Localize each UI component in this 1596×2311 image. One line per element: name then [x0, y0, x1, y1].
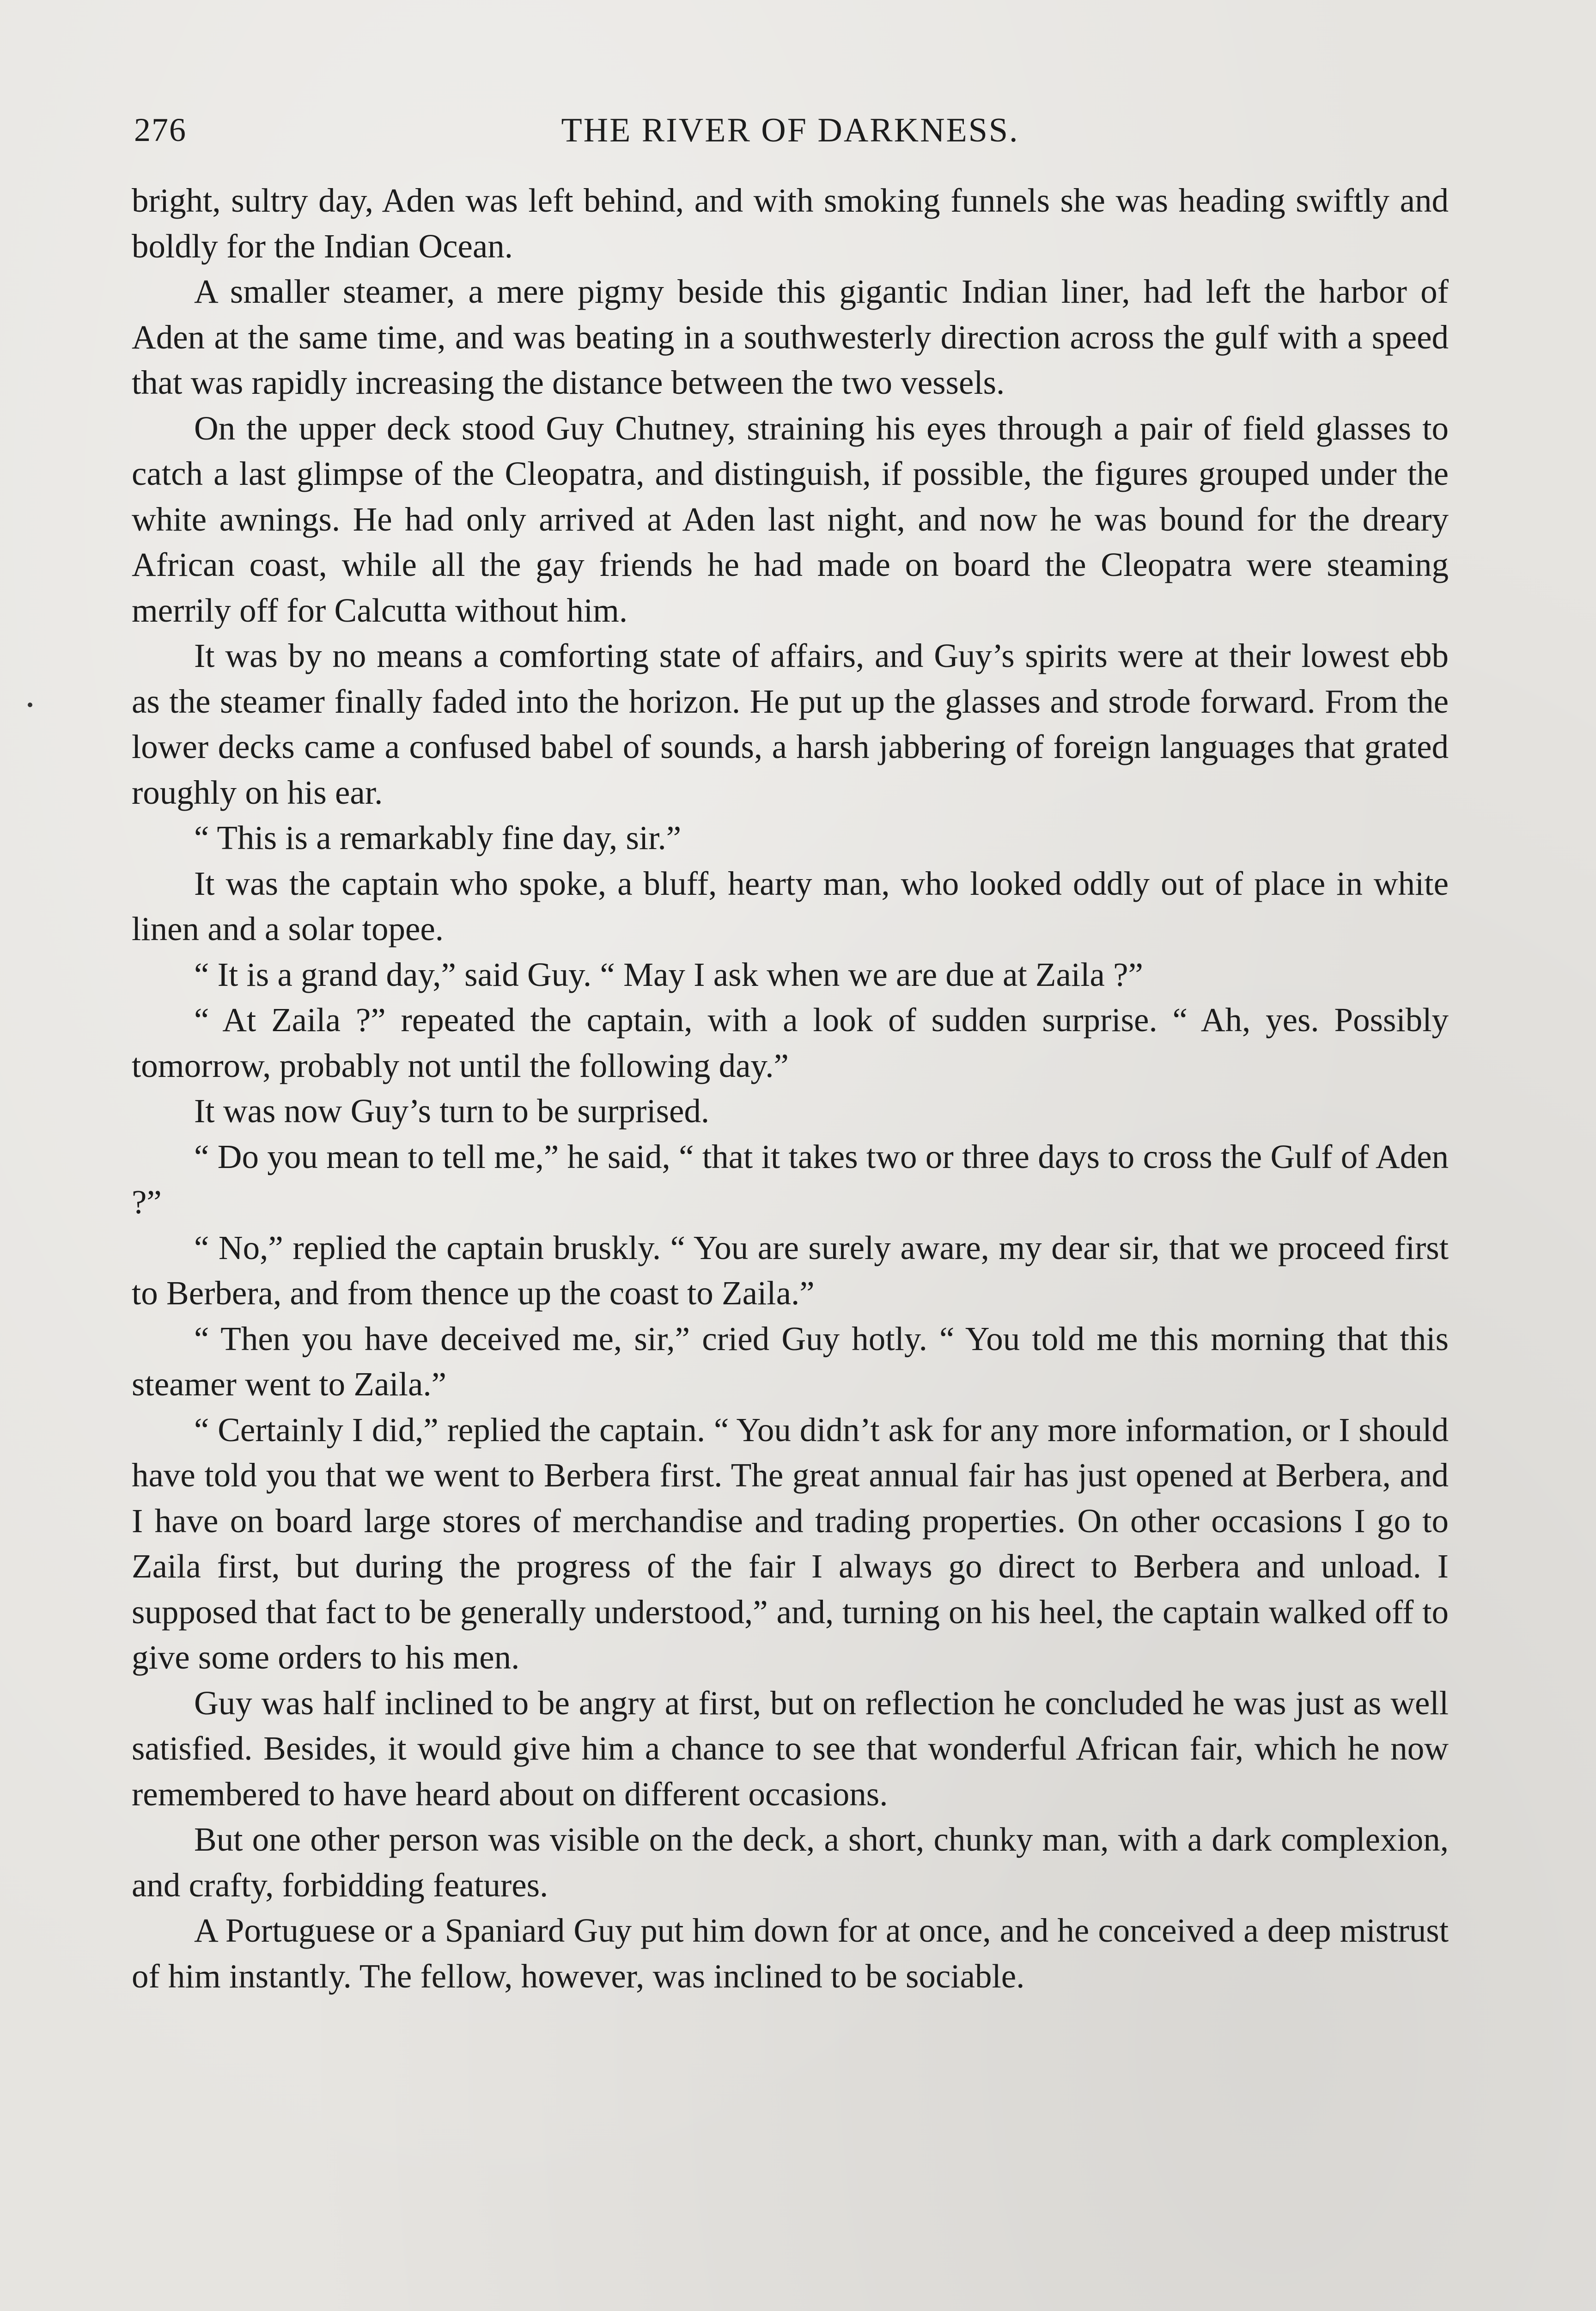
paragraph: A smaller steamer, a mere pigmy beside this gigantic Indian liner, had left the harbor of Aden at the same time, and was beating in a southwesterly direction across the gulf with a speed that was rapidly increasing the distance between the two vessels.: [132, 273, 1449, 401]
paragraph: It was now Guy’s turn to be surprised.: [194, 1092, 710, 1130]
paragraph: “ No,” replied the captain bruskly. “ You are surely aware, my dear sir, that we proceed first to Berbera, and from thence up the coast to Zaila.”: [132, 1229, 1449, 1312]
paragraph: bright, sultry day, Aden was left behind, and with smoking funnels she was heading swiftly and boldly for the Indian Ocean.: [132, 182, 1449, 265]
paragraph: “ It is a grand day,” said Guy. “ May I ask when we are due at Zaila ?”: [194, 955, 1143, 993]
paragraph: On the upper deck stood Guy Chutney, straining his eyes through a pair of field glasses to catch a last glimpse of the Cleopatra, and distinguish, if possible, the figures grouped under the white awnings. He had only arrived at Aden last night, and now he was bound for the dreary African coast, while all the gay friends he had made on board the Cleopatra were steaming merrily off for Calcutta without him.: [132, 409, 1449, 629]
paragraph: “ Do you mean to tell me,” he said, “ that it takes two or three days to cross the Gulf of Aden ?”: [132, 1137, 1449, 1221]
page-number: 276: [134, 111, 187, 148]
paragraph: It was by no means a comforting state of affairs, and Guy’s spirits were at their lowest ebb as the steamer finally faded into the horizon. He put up the glasses and strode forward. From the lower decks came a confused babel of sounds, a harsh jabbering of foreign languages that grated roughly on his ear.: [132, 637, 1449, 811]
paragraph: Guy was half inclined to be angry at first, but on reflection he concluded he was just as well satisfied. Besides, it would give him a chance to see that wonderful African fair, which he now remembered to have heard about on different occasions.: [132, 1684, 1449, 1813]
paragraph: It was the captain who spoke, a bluff, hearty man, who looked oddly out of place in white linen and a solar topee.: [132, 864, 1449, 948]
page-header: [134, 111, 1446, 162]
paragraph: “ At Zaila ?” repeated the captain, with a look of sudden surprise. “ Ah, yes. Possibly tomorrow, probably not until the following day.”: [132, 1001, 1449, 1084]
running-title: THE RIVER OF DARKNESS.: [561, 111, 1019, 149]
paragraph: A Portuguese or a Spaniard Guy put him down for at once, and he conceived a deep mistrust of him instantly. The fellow, however, was inclined to be sociable.: [132, 1912, 1449, 1995]
paragraph: “ Then you have deceived me, sir,” cried Guy hotly. “ You told me this morning that this steamer went to Zaila.”: [132, 1320, 1449, 1403]
ink-speck: [28, 703, 32, 707]
paragraph: But one other person was visible on the deck, a short, chunky man, with a dark complexion, and crafty, forbidding features.: [132, 1821, 1449, 1904]
body-text: [132, 178, 1449, 1999]
paragraph: “ This is a remarkably fine day, sir.”: [194, 819, 682, 856]
paragraph: “ Certainly I did,” replied the captain. “ You didn’t ask for any more information, or I should have told you that we went to Berbera first. The great annual fair has just opened at Berbera, and I have on board large stores of merchandise and trading properties. On other occasions I go to Zaila first, but during the progress of the fair I always go direct to Berbera and unload. I supposed that fact to be generally understood,” and, turning on his heel, the captain walked off to give some orders to his men.: [132, 1411, 1449, 1676]
